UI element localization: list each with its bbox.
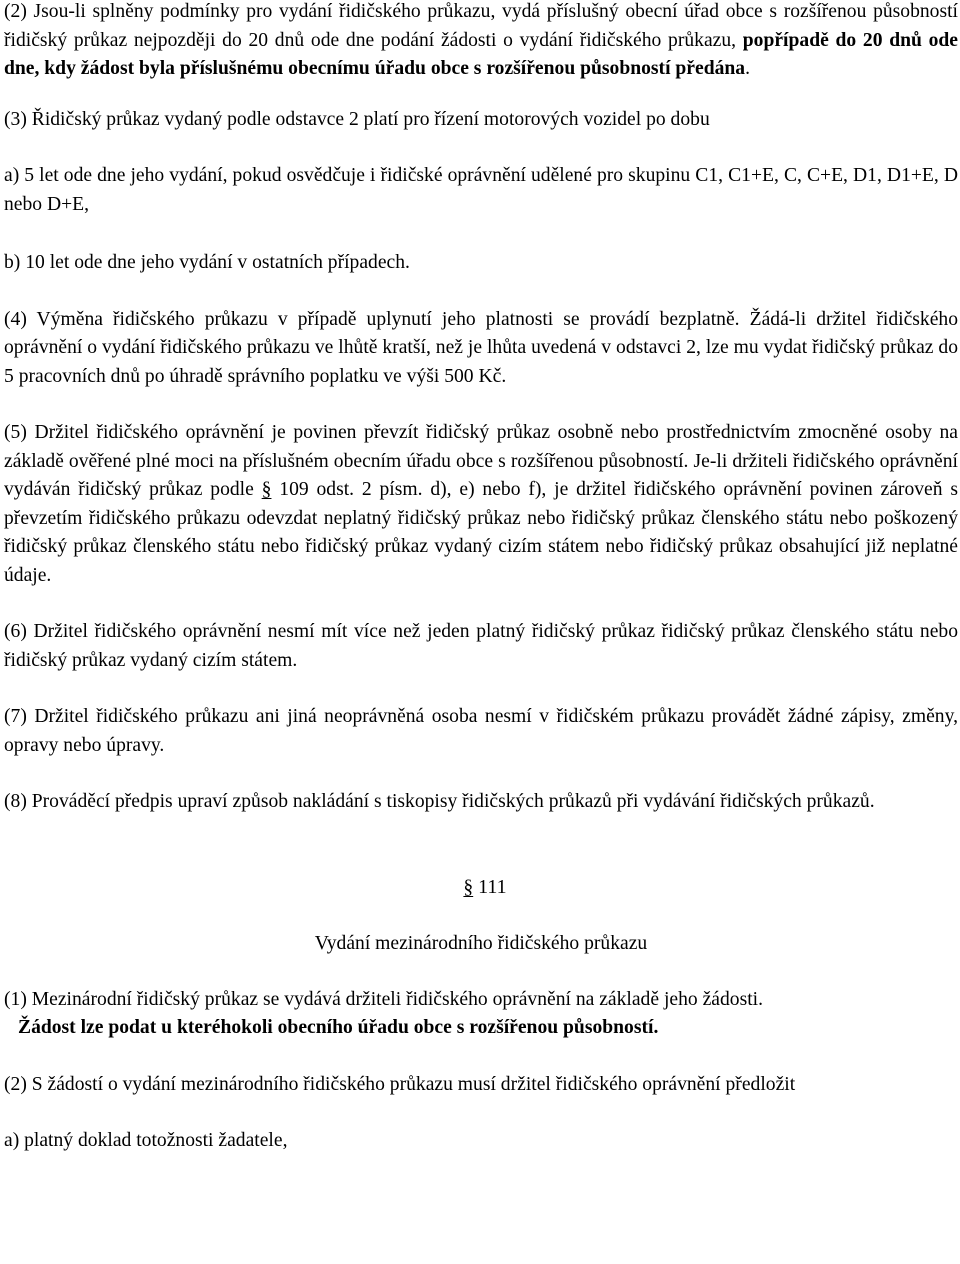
- section-paragraph-1-line-2: Žádost lze podat u kteréhokoli obecního úřadu obce s rozšířenou působností.: [18, 1017, 659, 1038]
- paragraph-6: (6) Držitel řidičského oprávnění nesmí mít více než jeden platný řidičský průkaz řidičský průkaz členského státu nebo řidičský průkaz vydaný cizím státem.: [4, 621, 958, 671]
- paragraph-2-bold-text: popřípadě do 20 dnů ode dne, kdy žádost byla příslušnému obecnímu úřadu obce s rozšířenou působností předána: [4, 29, 959, 79]
- section-paragraph-2-intro: (2) S žádostí o vydání mezinárodního řidičského průkazu musí držitel řidičského oprávnění předložit: [4, 1073, 796, 1095]
- section-heading-sign: §: [463, 876, 474, 898]
- section-paragraph-1-line-1: (1) Mezinárodní řidičský průkaz se vydává držiteli řidičského oprávnění na základě jeho žádosti.: [4, 988, 763, 1010]
- section-paragraph-2-item-a: a) platný doklad totožnosti žadatele,: [4, 1130, 288, 1151]
- paragraph-2-end: .: [745, 58, 750, 79]
- section-heading-number: 111: [478, 875, 507, 898]
- paragraph-2-text: (2) Jsou-li splněny podmínky pro vydání řidičského průkazu, vydá příslušný obecní úřad obce s rozšířenou působností řidičský průkaz nejpozději do 20 dnů ode dne podání žádosti o vydání řidičského průkazu,: [4, 1, 958, 51]
- paragraph-7: (7) Držitel řidičského průkazu ani jiná neoprávněná osoba nesmí v řidičském průkazu provádět žádné zápisy, změny, opravy nebo úpravy.: [4, 706, 958, 756]
- paragraph-5-text-b: 109 odst. 2 písm. d), e) nebo f), je držitel řidičského oprávnění povinen zároveň s převzetím řidičského průkazu odevzdat neplatný řidičský průkaz nebo řidičský průkaz členského státu nebo poškozený řidičský průkaz členského státu nebo řidičský průkaz vydaný cizím státem nebo řidičský průkaz obsahující již neplatné údaje.: [4, 479, 958, 586]
- paragraph-8: (8) Prováděcí předpis upraví způsob nakládání s tiskopisy řidičských průkazů při vydávání řidičských průkazů.: [4, 791, 875, 812]
- paragraph-3-intro: (3) Řidičský průkaz vydaný podle odstavce 2 platí pro řízení motorových vozidel po dobu: [4, 108, 710, 130]
- section-heading: [4, 873, 958, 903]
- document-page: [4, 0, 958, 1156]
- paragraph-2: [4, 0, 958, 84]
- section-title: Vydání mezinárodního řidičského průkazu: [314, 933, 648, 954]
- paragraph-5: [4, 419, 958, 590]
- paragraph-3-item-a: a) 5 let ode dne jeho vydání, pokud osvědčuje i řidičské oprávnění udělené pro skupinu C1, C1+E, C, C+E, D1, D1+E, D nebo D+E,: [4, 165, 958, 215]
- section-paragraph-1: [4, 986, 958, 1043]
- paragraph-4: (4) Výměna řidičského průkazu v případě uplynutí jeho platnosti se provádí bezplatně. Žádá-li držitel řidičského oprávnění o vydání řidičského průkazu ve lhůtě kratší, než je lhůta uvedená v odstavci 2, lze mu vydat řidičský průkaz do 5 pracovních dnů po úhradě správního poplatku ve výši 500 Kč.: [4, 308, 958, 387]
- paragraph-3-item-b: b) 10 let ode dne jeho vydání v ostatních případech.: [4, 252, 410, 273]
- section-sign: §: [261, 479, 272, 500]
- paragraph-5-text-a: (5) Držitel řidičského oprávnění je povinen převzít řidičský průkaz osobně nebo prostřednictvím zmocněné osoby na základě ověřené plné moci na příslušném obecním úřadu obce s rozšířenou působností. Je-li držiteli řidičského oprávnění vydáván řidičský průkaz podle: [4, 422, 958, 500]
